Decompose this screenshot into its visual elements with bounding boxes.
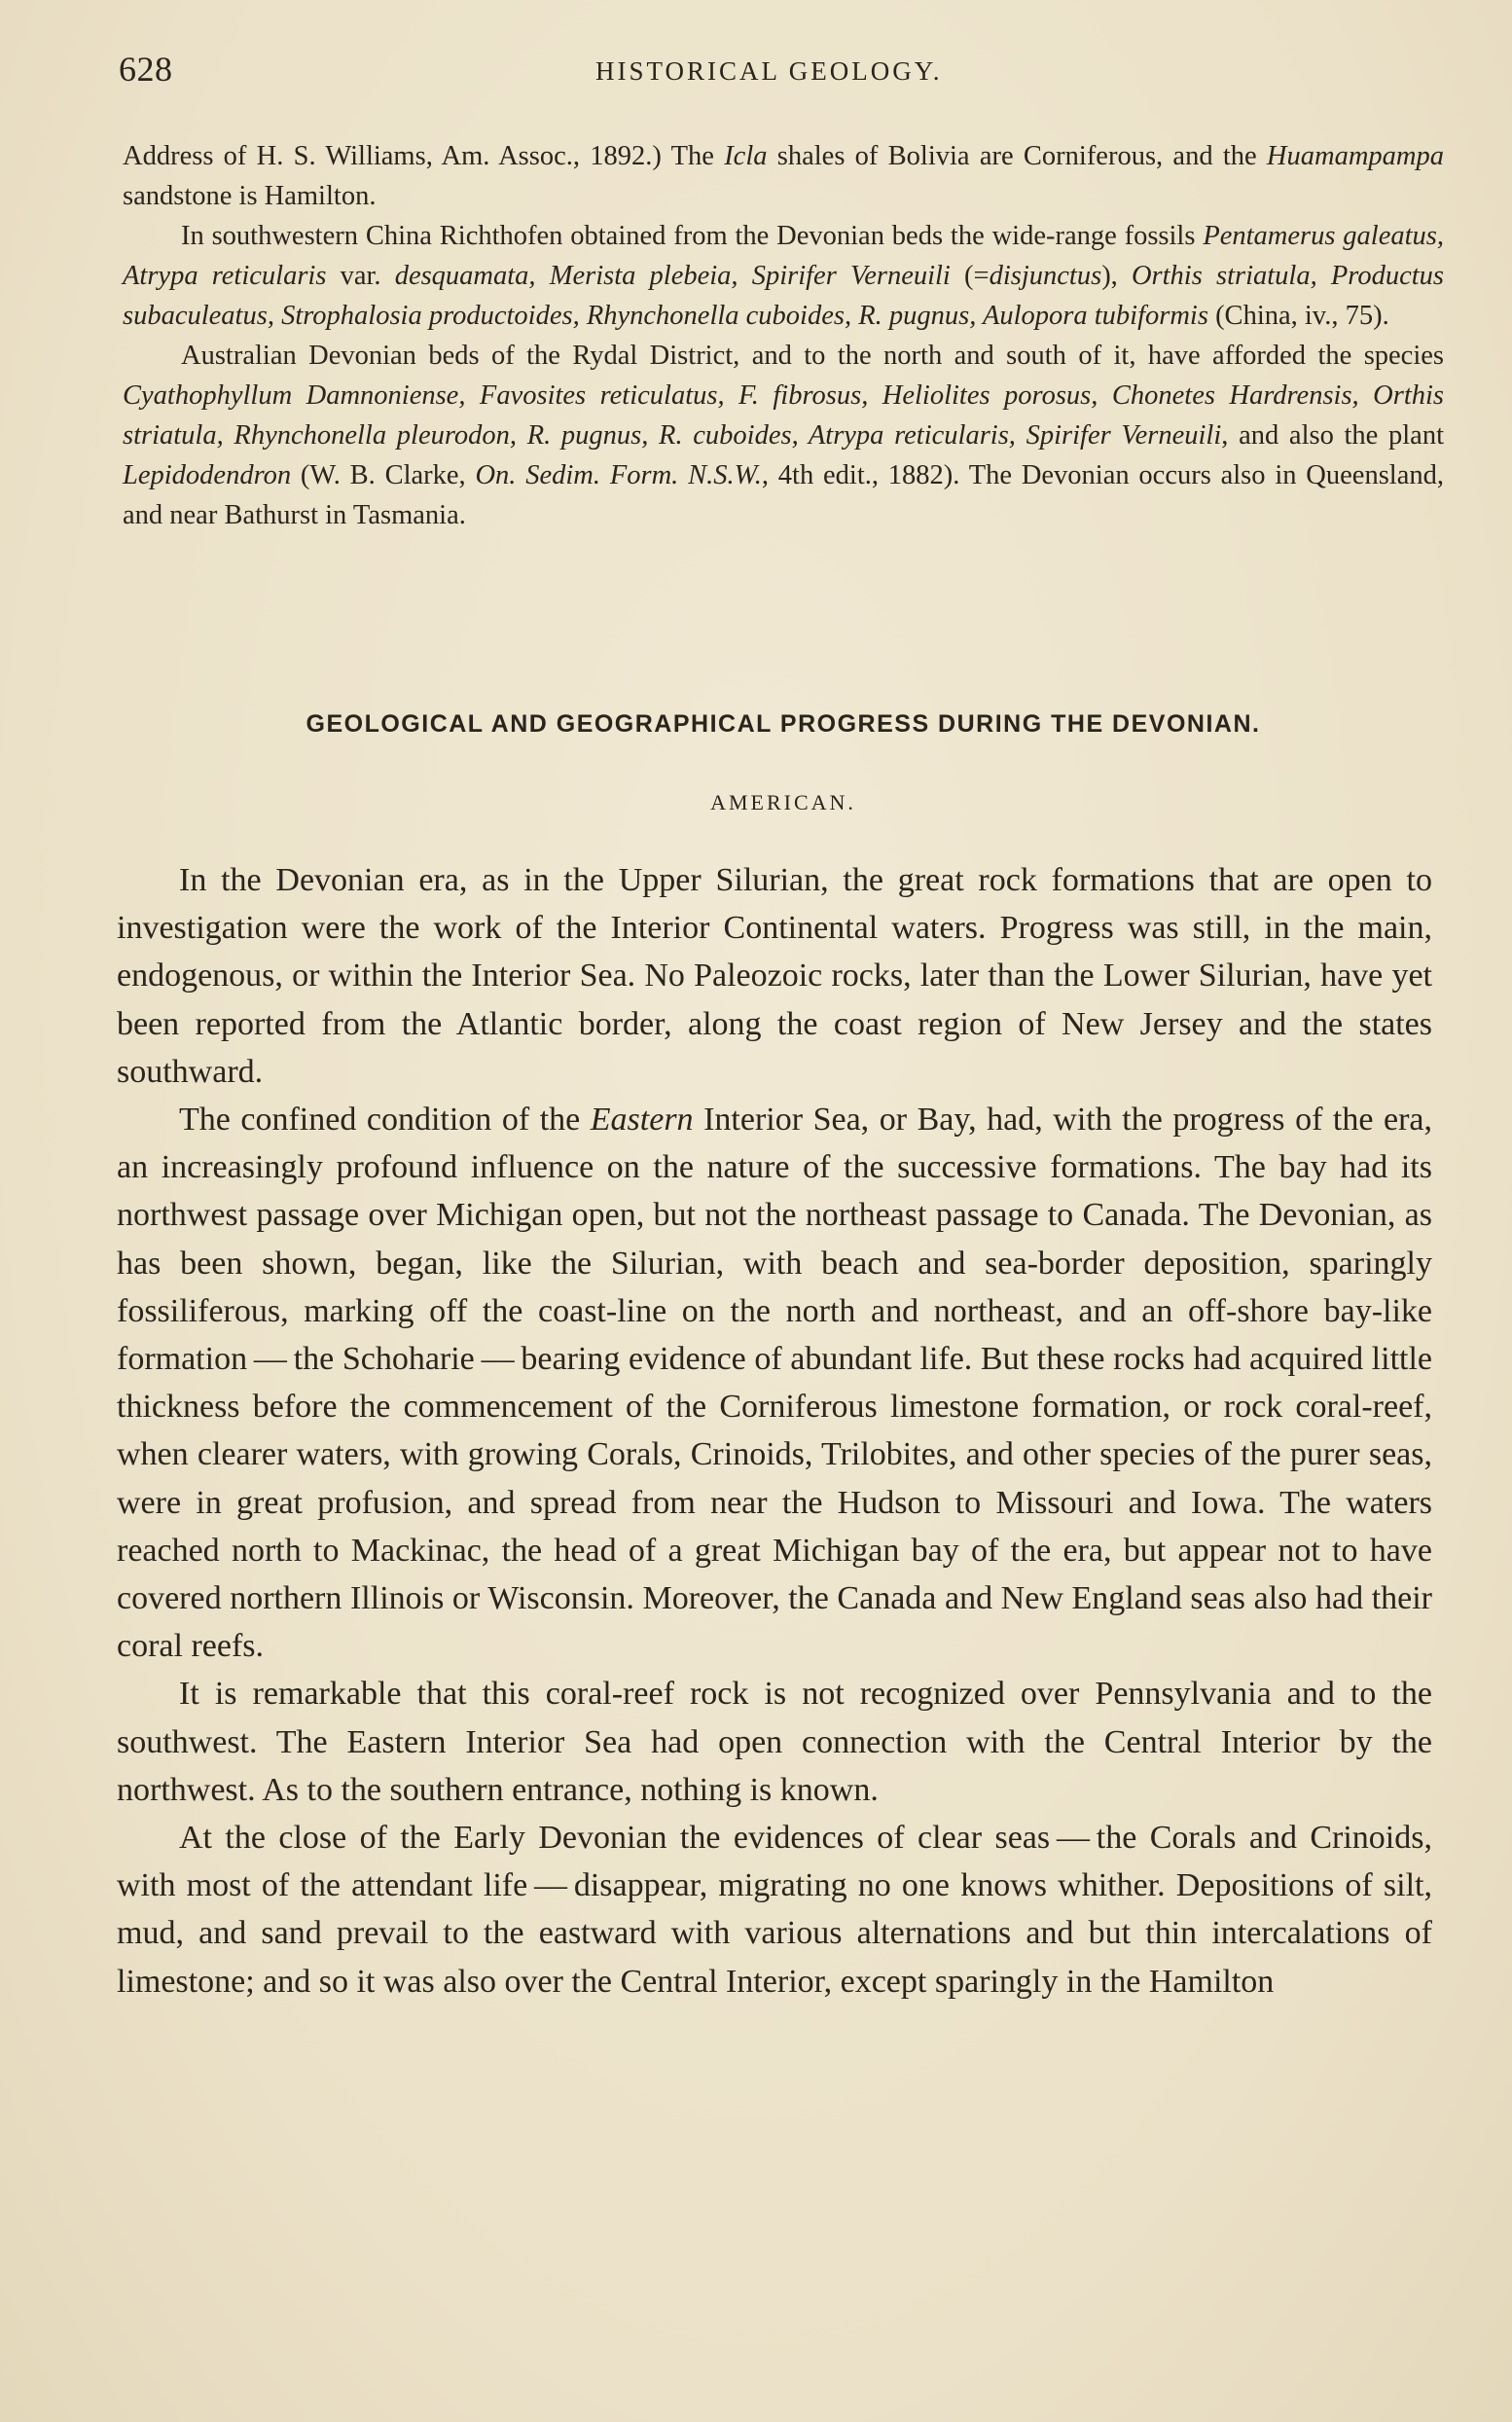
italic-run: Huamampampa	[1266, 141, 1444, 171]
running-title: HISTORICAL GEOLOGY.	[595, 56, 943, 86]
small-print-block	[123, 136, 1444, 535]
page-header	[119, 49, 1442, 97]
section-heading: GEOLOGICAL AND GEOGRAPHICAL PROGRESS DURING THE DEVONIAN.	[306, 710, 1261, 738]
italic-run: Orthis striatula, Productus subaculeatus, Strophalosia productoides, Rhynchonella cuboides, R. pugnus, Aulopora tubiformis	[123, 261, 1444, 331]
italic-run: Eastern	[590, 1102, 694, 1139]
body-paragraph: At the close of the Early Devonian the evidences of clear seas — the Corals and Crinoids, with most of the attendant life — disappear, migrating no one knows whither. Depositions of silt, mud, and sand prevail to the eastward with various alternations and but thin intercalations of limestone; and so it was also over the Central Interior, except sparingly in the Hamilton	[117, 1820, 1432, 2000]
body-paragraph: In the Devonian era, as in the Upper Silurian, the great rock formations that are open to investigation were the work of the Interior Continental waters. Progress was still, in the main, endogenous, or within the Interior Sea. No Paleozoic rocks, later than the Lower Silurian, have yet been reported from the Atlantic border, along the coast region of New Jersey and the states southward.	[117, 862, 1432, 1090]
body-paragraph: The confined condition of the Eastern Interior Sea, or Bay, had, with the progress of the era, an increasingly profound influence on the nature of the successive formations. The bay had its northwest passage over Michigan open, but not the northeast passage to Canada. The Devonian, as has been shown, began, like the Silurian, with beach and sea-border deposition, sparingly fossiliferous, marking off the coast-line on the north and northeast, and an off-shore bay-like formation — the Schoharie — bearing evidence of abundant life. But these rocks had acquired little thickness before the commencement of the Corniferous limestone formation, or rock coral-reef, when clearer waters, with growing Corals, Crinoids, Trilobites, and other species of the purer seas, were in great profusion, and spread from near the Hudson to Missouri and Iowa. The waters reached north to Mackinac, the head of a great Michigan bay of the era, but appear not to have covered northern Illinois or Wisconsin. Moreover, the Canada and New England seas also had their coral reefs.	[117, 1102, 1432, 1665]
italic-run: desquamata, Merista plebeia, Spirifer Verneuili	[394, 261, 951, 291]
italic-run: Pentamerus galeatus, Atrypa reticularis	[123, 221, 1445, 291]
small-paragraph: Australian Devonian beds of the Rydal District, and to the north and south of it, have afforded the species Cyathophyllum Damnoniense, Favosites reticulatus, F. fibrosus, Heliolites porosus, Chonetes Hardrensis, Orthis striatula, Rhynchonella pleurodon, R. pugnus, R. cuboides, Atrypa reticularis, Spirifer Verneuili, and also the plant Lepidodendron (W. B. Clarke, On. Sedim. Form. N.S.W., 4th edit., 1882). The Devonian occurs also in Queensland, and near Bathurst in Tasmania.	[123, 341, 1444, 530]
italic-run: Lepidodendron	[123, 460, 292, 490]
italic-run: disjunctus	[989, 261, 1102, 291]
italic-run: Cyathophyllum Damnoniense, Favosites reticulatus, F. fibrosus, Heliolites porosus, Chonetes Hardrensis, Orthis striatula, Rhynchonella pleurodon, R. pugnus, R. cuboides, Atrypa reticularis, Spirifer Verneuili	[123, 380, 1444, 451]
page-number: 628	[119, 50, 173, 89]
small-paragraph: Address of H. S. Williams, Am. Assoc., 1892.) The Icla shales of Bolivia are Corniferous, and the Huamampampa sandstone is Hamilton.	[123, 141, 1444, 211]
body-paragraph: It is remarkable that this coral-reef rock is not recognized over Pennsylvania and to the southwest. The Eastern Interior Sea had open connection with the Central Interior by the northwest. As to the southern entrance, nothing is known.	[117, 1676, 1432, 1808]
section-subheading: AMERICAN.	[710, 790, 856, 814]
small-paragraph: In southwestern China Richthofen obtained from the Devonian beds the wide-range fossils Pentamerus galeatus, Atrypa reticularis var. desquamata, Merista plebeia, Spirifer Verneuili (=disjunctus), Orthis striatula, Productus subaculeatus, Strophalosia productoides, Rhynchonella cuboides, R. pugnus, Aulopora tubiformis (China, iv., 75).	[123, 221, 1445, 331]
italic-run: On. Sedim. Form. N.S.W.	[475, 460, 762, 490]
body-text-block	[117, 856, 1432, 2006]
italic-run: Icla	[724, 141, 768, 171]
